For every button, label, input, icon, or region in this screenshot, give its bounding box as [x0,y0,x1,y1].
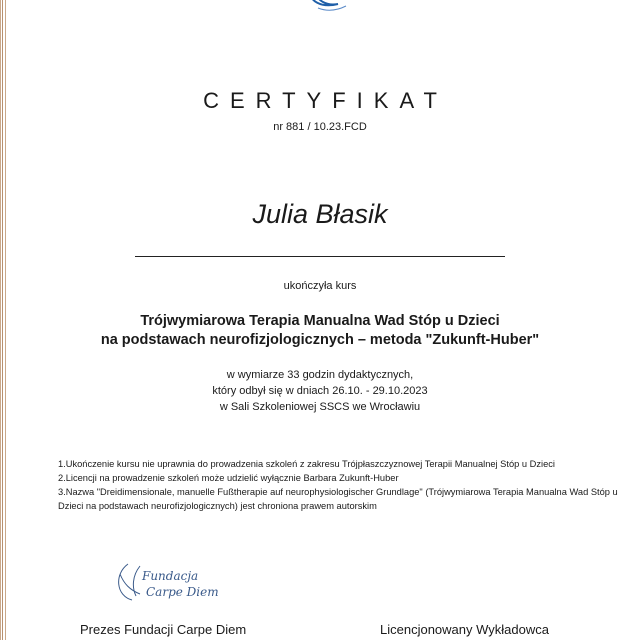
note-2: 2.Licencji na prowadzenie szkoleń może udzielić wyłącznie Barbara Zukunft-Huber [58,473,399,483]
notes [58,457,618,513]
note-3: 3.Nazwa "Dreidimensionale, manuelle Fußtherapie auf neurophysiologischer Grundlage" (Trójwymiarowa Terapia Manualna Wad Stóp u Dzieci na podstawach neurofizjologicznych) jest chroniona prawem autorskim [58,487,618,511]
course-hours: w wymiarze 33 godzin dydaktycznych, [226,369,414,381]
signature-label-president: Prezes Fundacji Carpe Diem [80,622,247,637]
signature-label-lecturer: Licencjonowany Wykładowca [380,622,549,637]
certificate-number: nr 881 / 10.23.FCD [273,121,367,133]
recipient-name: Julia Błasik [252,199,388,229]
top-logo-swoosh-icon [300,0,360,28]
svg-text:Fundacja: Fundacja [142,569,199,583]
course-dates: który odbył się w dniach 26.10. - 29.10.2023 [212,385,428,397]
fundacja-carpe-diem-logo [110,560,230,610]
name-underline [135,256,505,257]
certificate-title: CERTYFIKAT [203,88,448,113]
course-title-line-1: Trójwymiarowa Terapia Manualna Wad Stóp u Dzieci [140,313,500,329]
course-location: w Sali Szkoleniowej SSCS we Wrocławiu [219,401,421,413]
svg-text:Carpe Diem: Carpe Diem [146,585,219,599]
note-1: 1.Ukończenie kursu nie uprawnia do prowadzenia szkoleń z zakresu Trójpłaszczyznowej Terapii Manualnej Stóp u Dzieci [58,459,555,469]
course-title-line-2: na podstawach neurofizjologicznych – metoda "Zukunft-Huber" [100,332,540,348]
completed-text: ukończyła kurs [283,280,357,292]
